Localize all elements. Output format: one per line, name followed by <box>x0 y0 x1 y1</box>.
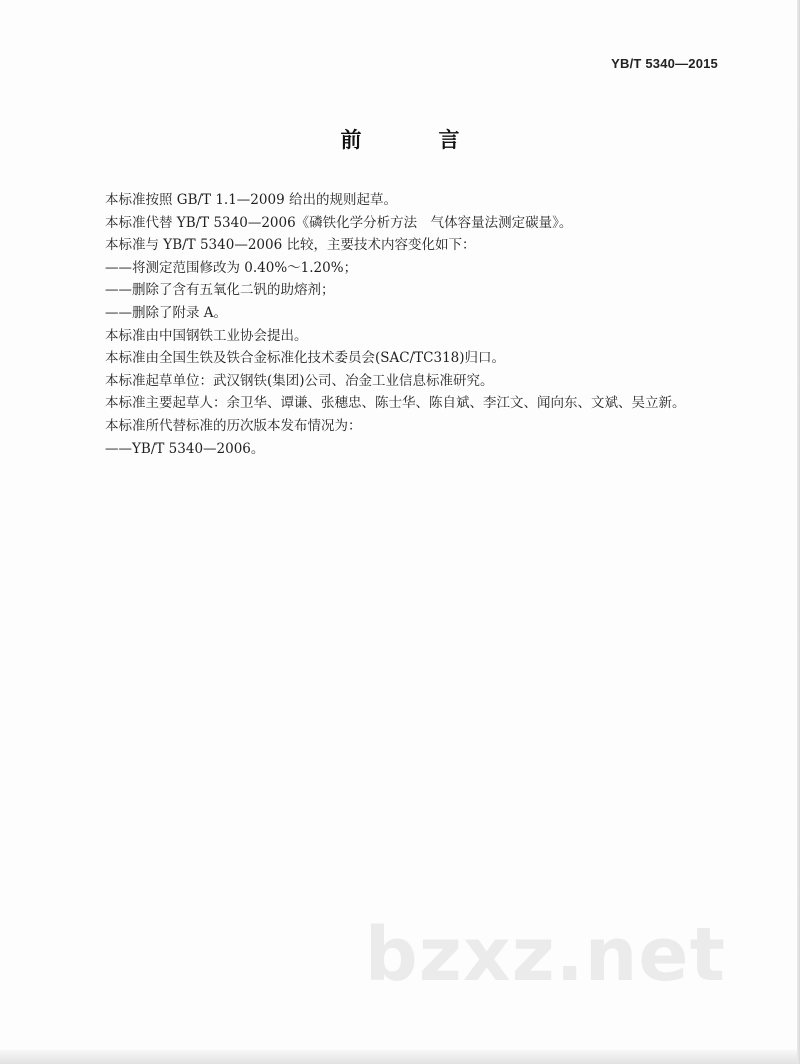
paragraph-changes-intro: 本标准与 YB/T 5340—2006 比较，主要技术内容变化如下： <box>105 237 476 254</box>
paragraph-change-appendix: ——删除了附录 A。 <box>105 304 228 321</box>
foreword-body <box>105 189 705 460</box>
paragraph-history-intro: 本标准所代替标准的历次版本发布情况为： <box>105 417 362 434</box>
paragraph-change-range: ——将测定范围修改为 0.40%～1.20%； <box>105 259 358 276</box>
paragraph-drafting-rules: 本标准按照 GB/T 1.1—2009 给出的规则起草。 <box>105 192 397 208</box>
paragraph-proposed-by: 本标准由中国钢铁工业协会提出。 <box>105 327 308 344</box>
paragraph-centralized-by: 本标准由全国生铁及铁合金标准化技术委员会(SAC/TC318)归口。 <box>105 350 506 367</box>
watermark-text: bzxz.net <box>364 912 726 998</box>
standard-code: YB/T 5340—2015 <box>611 56 718 71</box>
paragraph-drafters: 本标准主要起草人：余卫华、谭谦、张穗忠、陈士华、陈自斌、李江文、闻向东、文斌、吴立新。 <box>105 395 686 412</box>
paragraph-drafting-units: 本标准起草单位：武汉钢铁(集团)公司、冶金工业信息标准研究。 <box>105 372 494 389</box>
page-title: 前 言 <box>340 128 488 152</box>
paragraph-change-flux: ——删除了含有五氧化二钒的助熔剂； <box>105 282 335 299</box>
page-bottom-edge <box>0 1050 800 1064</box>
paragraph-replaces: 本标准代替 YB/T 5340—2006《磷铁化学分析方法 气体容量法测定碳量》。 <box>105 214 573 231</box>
paragraph-history-item: ——YB/T 5340—2006。 <box>105 440 265 457</box>
